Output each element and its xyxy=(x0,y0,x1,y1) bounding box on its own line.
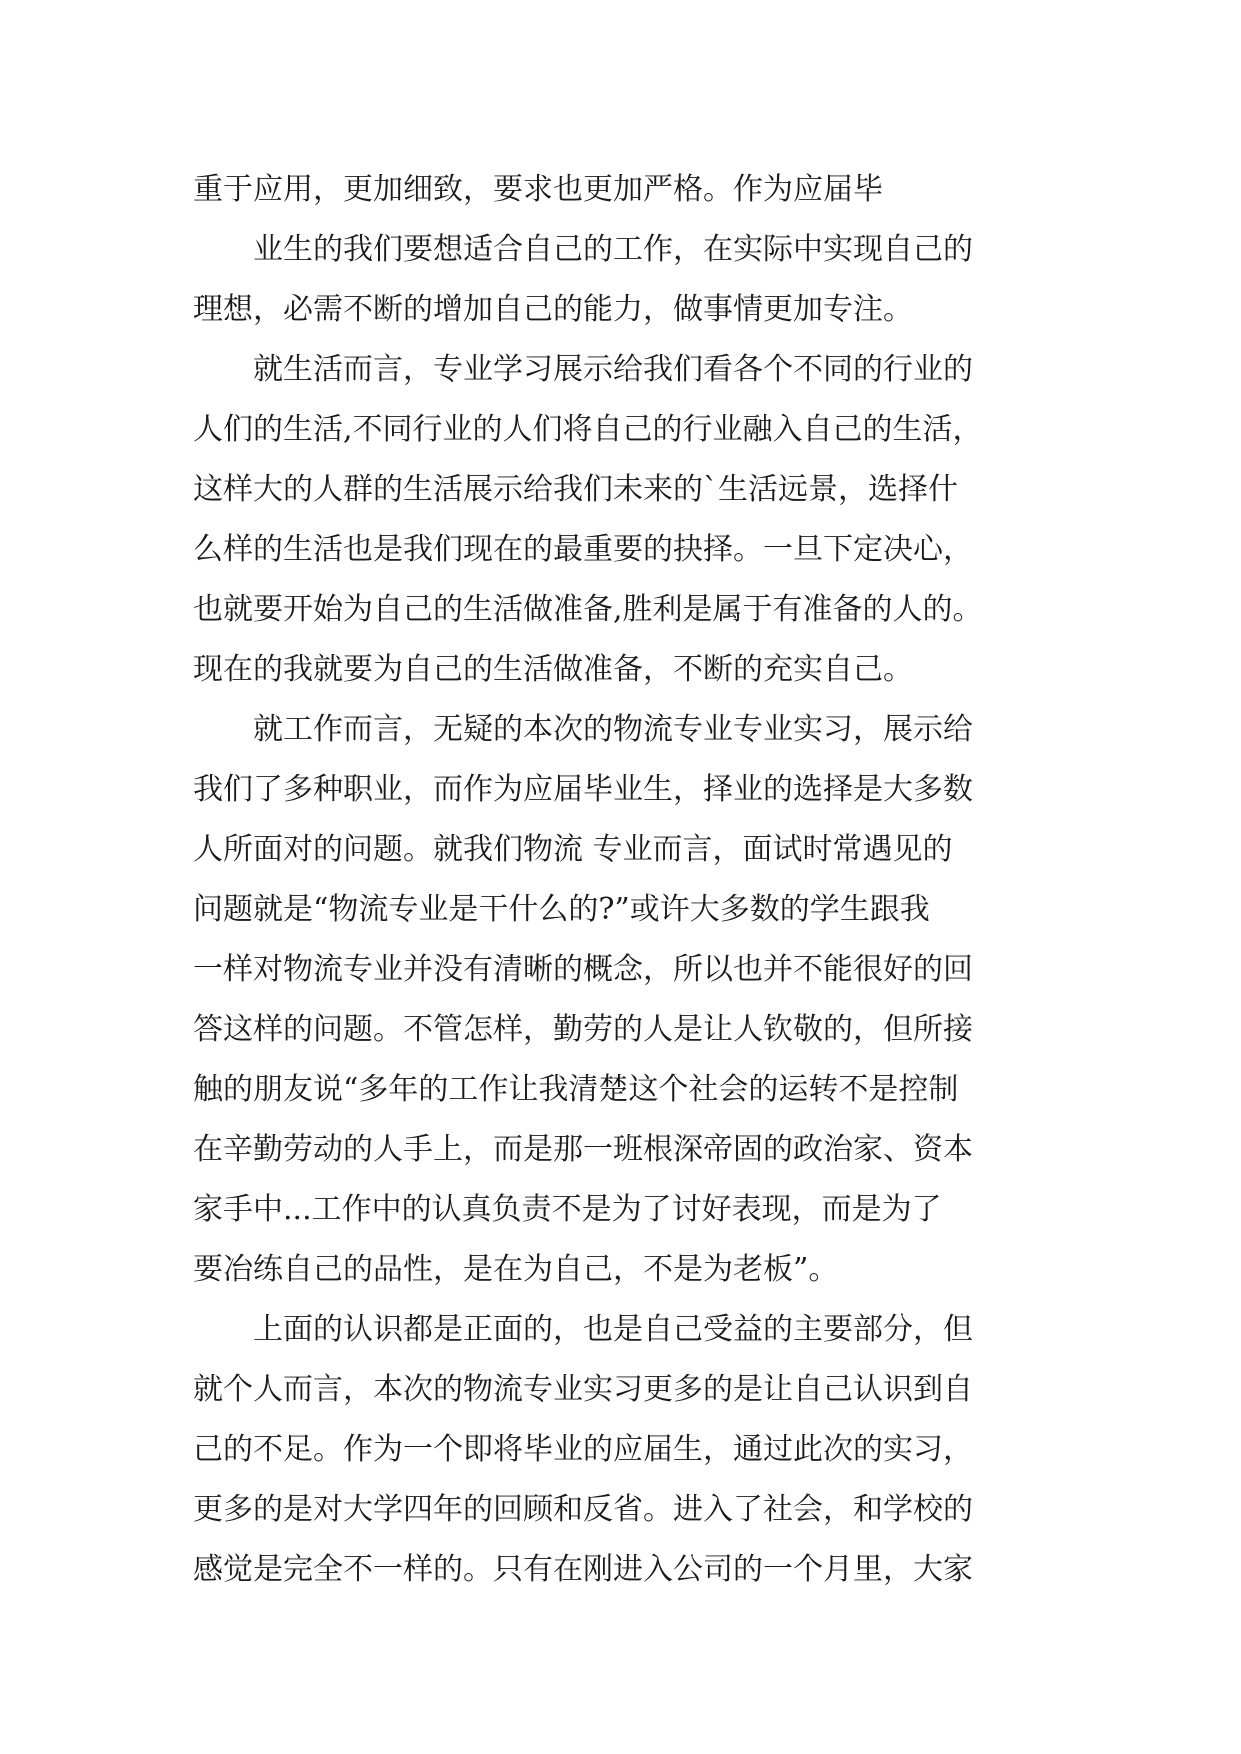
body-text xyxy=(193,160,1053,1600)
text-line: 人们的生活,不同行业的人们将自己的行业融入自己的生活， xyxy=(193,412,983,447)
text-line: 触的朋友说“多年的工作让我清楚这个社会的运转不是控制 xyxy=(193,1072,959,1107)
text-line: 理想，必需不断的增加自己的能力，做事情更加专注。 xyxy=(193,292,913,327)
text-line: 重于应用，更加细致，要求也更加严格。作为应届毕 xyxy=(193,172,883,207)
text-line: 这样大的人群的生活展示给我们未来的`生活远景，选择什 xyxy=(193,472,958,507)
text-line: 在辛勤劳动的人手上，而是那一班根深帝固的政治家、资本 xyxy=(193,1132,973,1167)
text-line: 更多的是对大学四年的回顾和反省。进入了社会，和学校的 xyxy=(193,1492,973,1527)
text-line: 上面的认识都是正面的，也是自己受益的主要部分，但 xyxy=(253,1312,973,1347)
text-line: 一样对物流专业并没有清晰的概念，所以也并不能很好的回 xyxy=(193,952,973,987)
text-line: 问题就是“物流专业是干什么的?”或许大多数的学生跟我 xyxy=(193,892,930,927)
text-line: 感觉是完全不一样的。只有在刚进入公司的一个月里，大家 xyxy=(193,1552,973,1587)
text-line: 就工作而言，无疑的本次的物流专业专业实习，展示给 xyxy=(253,712,973,747)
text-line: 家手中...工作中的认真负责不是为了讨好表现，而是为了 xyxy=(193,1192,942,1227)
text-line: 业生的我们要想适合自己的工作，在实际中实现自己的 xyxy=(253,232,973,267)
text-line: 人所面对的问题。就我们物流 专业而言，面试时常遇见的 xyxy=(193,832,953,867)
text-line: 就个人而言，本次的物流专业实习更多的是让自己认识到自 xyxy=(193,1372,973,1407)
text-line: 也就要开始为自己的生活做准备,胜利是属于有准备的人的。 xyxy=(193,592,983,627)
text-line: 要冶练自己的品性，是在为自己，不是为老板”。 xyxy=(193,1252,839,1287)
text-line: 答这样的问题。不管怎样，勤劳的人是让人钦敬的，但所接 xyxy=(193,1012,973,1047)
text-line: 就生活而言，专业学习展示给我们看各个不同的行业的 xyxy=(253,352,973,387)
text-line: 我们了多种职业，而作为应届毕业生，择业的选择是大多数 xyxy=(193,772,973,807)
text-line: 现在的我就要为自己的生活做准备，不断的充实自己。 xyxy=(193,652,913,687)
text-line: 己的不足。作为一个即将毕业的应届生，通过此次的实习， xyxy=(193,1432,973,1467)
text-line: 么样的生活也是我们现在的最重要的抉择。一旦下定决心， xyxy=(193,532,973,567)
